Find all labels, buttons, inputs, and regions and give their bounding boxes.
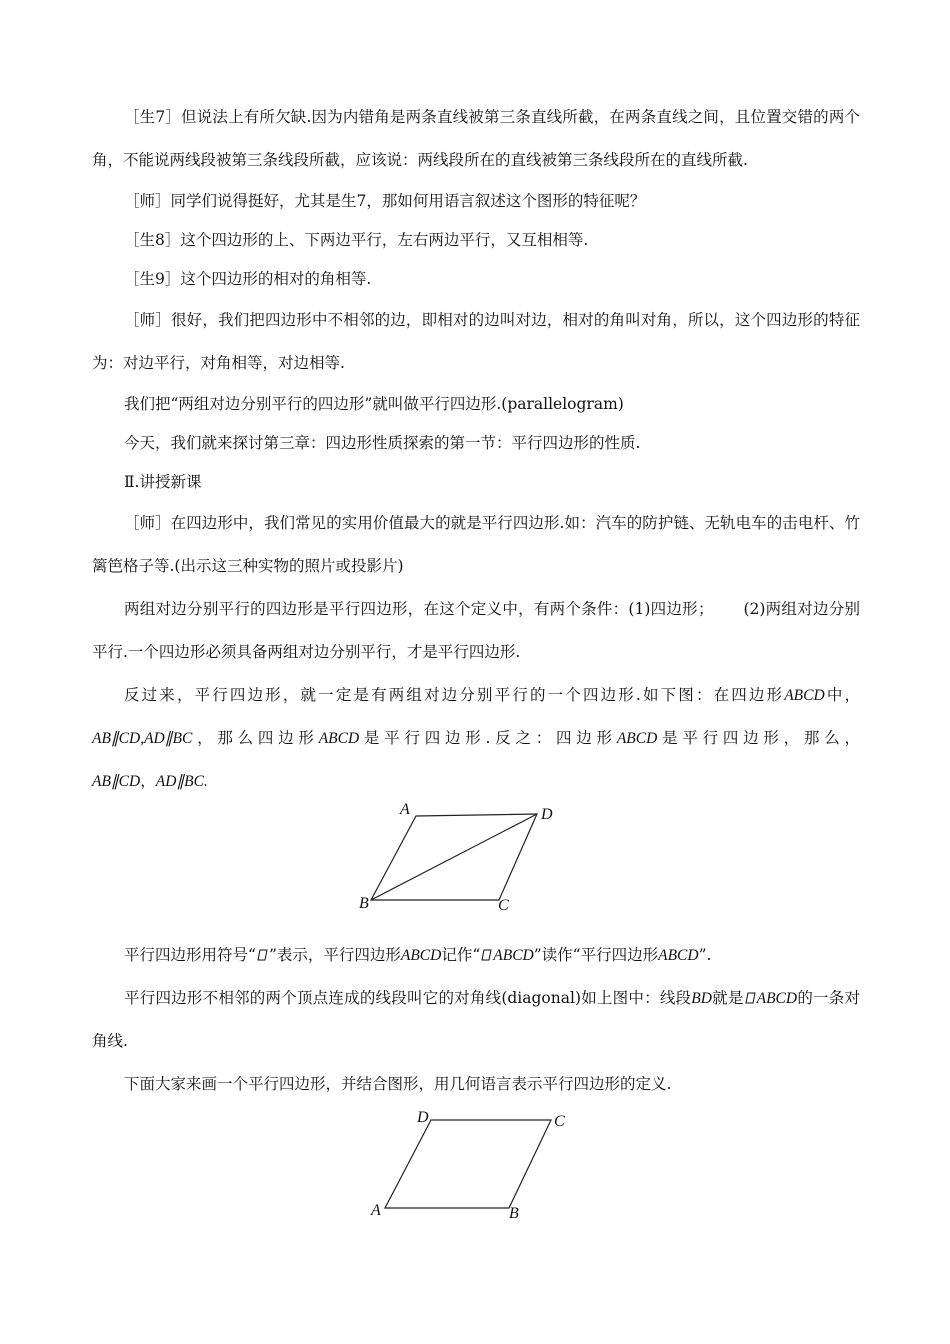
paragraph-student9: ［生9］这个四边形的相对的角相等. bbox=[124, 270, 372, 288]
vertex-label-b: B bbox=[509, 1205, 519, 1222]
parallelogram-icon bbox=[745, 992, 756, 1004]
text-fragment: ，那么四边形 bbox=[192, 729, 319, 747]
paragraph-student7: ［生7］但说法上有所欠缺.因为内错角是两条直线被第三条直线所截，在两条直线之间，且位置交错的两个角，不能说两线段被第三条线段所截，应该说：两线段所在的直线被第三条线段所在的直线所截. bbox=[92, 108, 860, 169]
math-abcd: ABCD bbox=[756, 990, 798, 1007]
figure2-svg bbox=[371, 1108, 581, 1228]
paragraph-diagonal bbox=[92, 977, 860, 1063]
vertex-label-c: C bbox=[554, 1113, 565, 1130]
paragraph-converse-line3 bbox=[92, 760, 860, 803]
text-fragment: 记作“ bbox=[441, 946, 481, 964]
paragraph-symbol bbox=[92, 934, 860, 977]
text-fragment: 的一条对角线. bbox=[92, 989, 860, 1050]
text-fragment: 是平行四边形.反之：四边形 bbox=[359, 729, 617, 747]
math-parallel-pairs: AB∥CD,AD∥BC bbox=[92, 730, 193, 747]
document-page bbox=[92, 96, 860, 1228]
math-abcd: ABCD bbox=[658, 947, 699, 964]
figure-parallelogram-diagonal bbox=[92, 801, 860, 930]
text-fragment: ”. bbox=[698, 946, 712, 964]
parallelogram-icon bbox=[257, 949, 268, 961]
paragraph-draw-instruction: 下面大家来画一个平行四边形，并结合图形，用几何语言表示平行四边形的定义. bbox=[124, 1075, 672, 1093]
math-bd: BD bbox=[691, 990, 712, 1007]
text-fragment: 就是 bbox=[711, 989, 744, 1007]
diagonal-bd bbox=[371, 814, 537, 900]
text-fragment: (2)两组对边分别平行.一个四边形必须具备两组对边分别平行，才是平行四边形. bbox=[92, 600, 860, 661]
text-fragment: 平行四边形用符号“ bbox=[124, 946, 256, 964]
text-fragment: ”表示，平行四边形 bbox=[268, 946, 401, 964]
vertex-label-d: D bbox=[541, 806, 553, 823]
paragraph-teacher-examples: ［师］在四边形中，我们常见的实用价值最大的就是平行四边形.如：汽车的防护链、无轨电车的击电杆、竹篱笆格子等.(出示这三种实物的照片或投影片) bbox=[92, 514, 860, 575]
text-fragment: ”读作“平行四边形 bbox=[533, 946, 659, 964]
parallelogram-icon bbox=[481, 949, 492, 961]
text-fragment: 是平行四边形，那么， bbox=[657, 729, 860, 747]
paragraph-definition-conditions bbox=[92, 588, 860, 674]
text-fragment: ， bbox=[140, 772, 156, 790]
section-heading-new-lesson: Ⅱ.讲授新课 bbox=[124, 473, 202, 491]
vertex-label-d: D bbox=[417, 1109, 429, 1126]
paragraph-student8: ［生8］这个四边形的上、下两边平行，左右两边平行，又互相相等. bbox=[124, 231, 589, 249]
figure1-svg bbox=[359, 801, 591, 930]
text-fragment: 两组对边分别平行的四边形是平行四边形，在这个定义中，有两个条件：(1)四边形； bbox=[124, 600, 714, 618]
math-abcd: ABCD bbox=[318, 730, 360, 747]
paragraph-teacher-features: ［师］很好，我们把四边形中不相邻的边，即相对的边叫对边，相对的角叫对角，所以，这个四边形的特征为：对边平行，对角相等，对边相等. bbox=[92, 311, 860, 372]
figure-parallelogram-abcd bbox=[92, 1108, 860, 1228]
vertex-label-a: A bbox=[371, 1202, 381, 1219]
paragraph-definition: 我们把“两组对边分别平行的四边形”就叫做平行四边形.(parallelogram) bbox=[124, 395, 624, 413]
paragraph-today: 今天，我们就来探讨第三章：四边形性质探索的第一节：平行四边形的性质. bbox=[124, 434, 641, 452]
math-ad-bc: AD∥BC. bbox=[155, 773, 208, 790]
paragraph-converse bbox=[92, 674, 860, 717]
parallelogram-outline bbox=[385, 1120, 551, 1208]
vertex-label-a: A bbox=[400, 801, 410, 818]
math-ab-cd: AB∥CD bbox=[92, 773, 141, 790]
paragraph-teacher-question: ［师］同学们说得挺好，尤其是生7，那如何用语言叙述这个图形的特征呢？ bbox=[124, 192, 646, 210]
paragraph-converse-line2 bbox=[92, 717, 860, 760]
vertex-label-c: C bbox=[498, 897, 509, 914]
text-fragment: 平行四边形不相邻的两个顶点连成的线段叫它的对角线(diagonal)如上图中：线段 bbox=[124, 989, 692, 1007]
math-abcd: ABCD bbox=[493, 947, 534, 964]
math-abcd: ABCD bbox=[784, 687, 825, 704]
math-abcd: ABCD bbox=[616, 730, 658, 747]
math-abcd: ABCD bbox=[400, 947, 442, 964]
vertex-label-b: B bbox=[359, 895, 369, 912]
text-fragment: 中， bbox=[824, 686, 860, 704]
text-fragment: 反过来，平行四边形，就一定是有两组对边分别平行的一个四边形.如下图：在四边形 bbox=[124, 686, 785, 704]
